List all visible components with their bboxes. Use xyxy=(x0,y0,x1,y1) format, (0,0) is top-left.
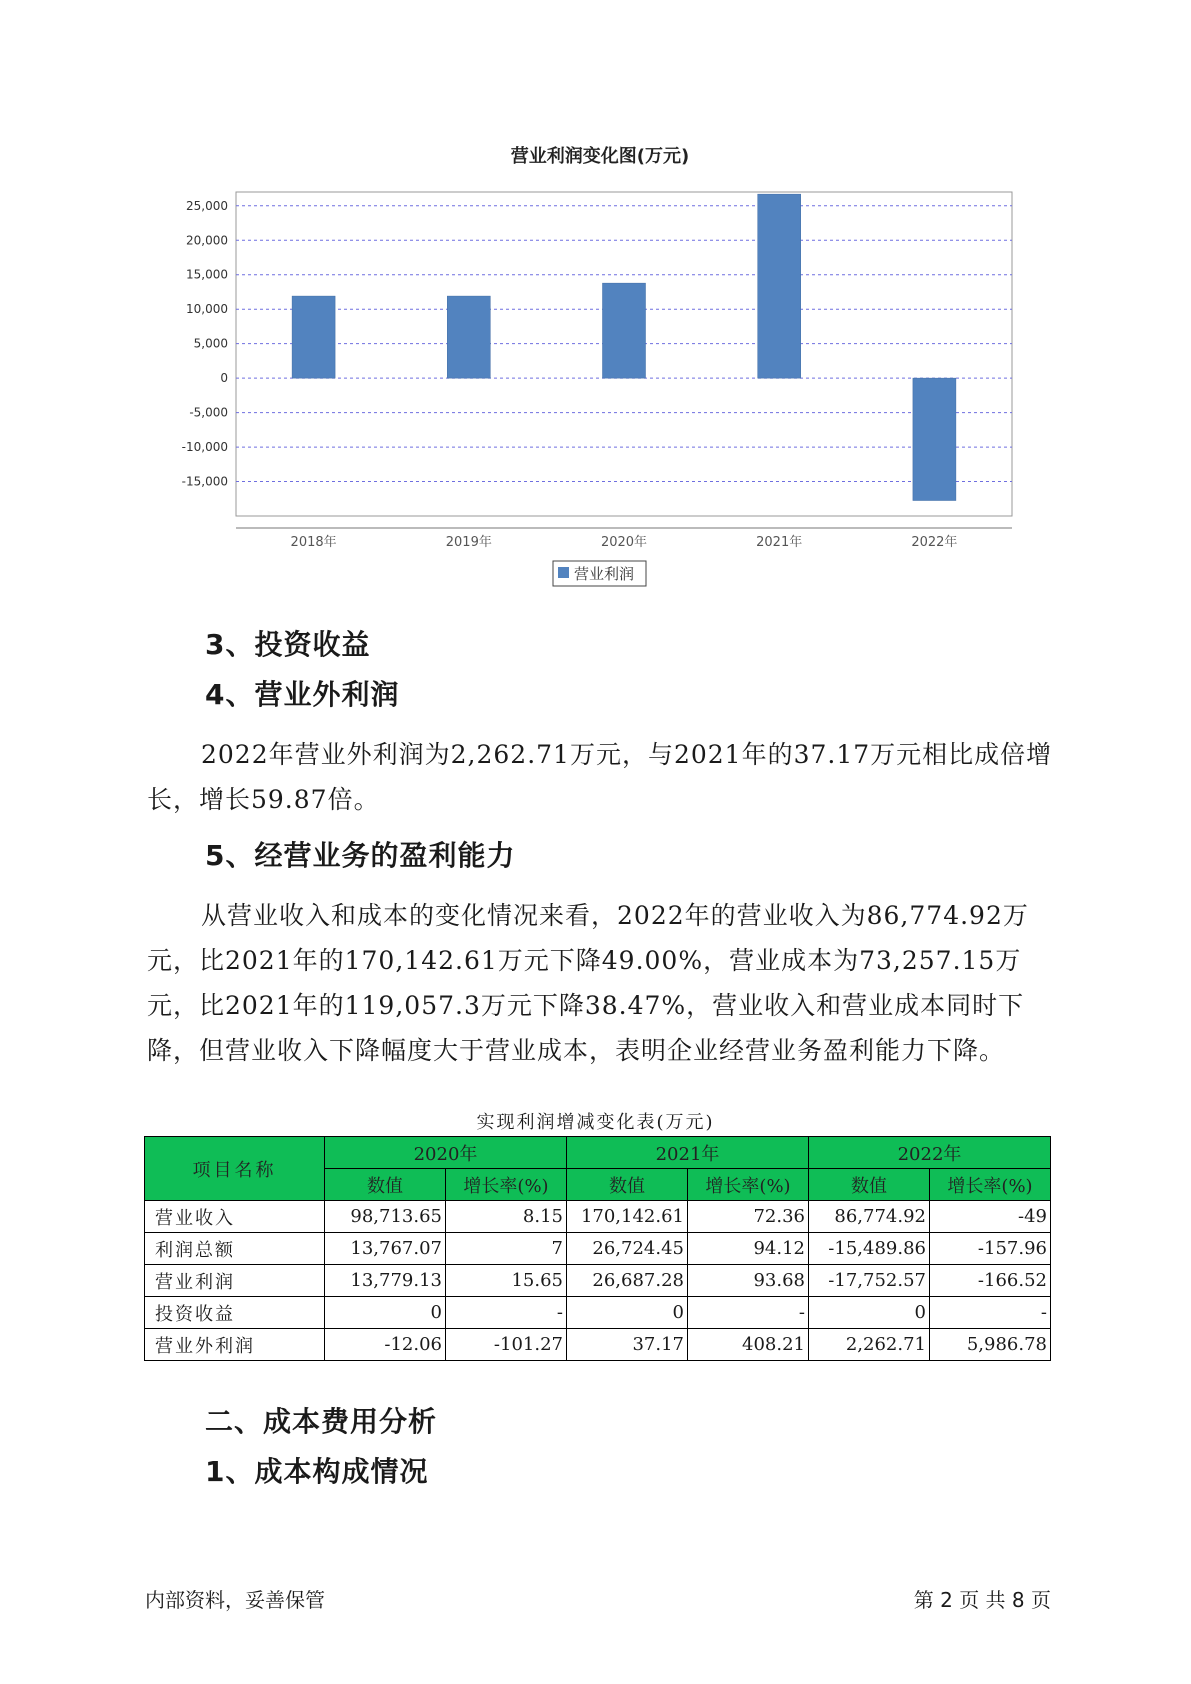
value-cell: 26,687.28 xyxy=(567,1265,688,1297)
bar-2020年 xyxy=(603,283,646,378)
growth-rate-cell: -166.52 xyxy=(930,1265,1051,1297)
table-caption: 实现利润增减变化表(万元) xyxy=(476,1112,715,1133)
value-cell: -12.06 xyxy=(325,1329,446,1361)
growth-rate-cell: -49 xyxy=(930,1201,1051,1233)
legend-swatch xyxy=(558,567,569,578)
value-cell: 37.17 xyxy=(567,1329,688,1361)
heading-nonoperating-profit: 4、营业外利润 xyxy=(205,678,400,711)
bar-2021年 xyxy=(758,194,801,378)
value-cell: 13,779.13 xyxy=(325,1265,446,1297)
x-tick-label: 2021年 xyxy=(756,535,803,550)
y-tick-label: 20,000 xyxy=(186,233,228,248)
table-row xyxy=(145,1201,1051,1233)
bar-2022年 xyxy=(913,378,956,500)
value-cell: 26,724.45 xyxy=(567,1233,688,1265)
value-cell: 0 xyxy=(567,1297,688,1329)
value-cell: 0 xyxy=(809,1297,930,1329)
header-year-2020: 2020年 xyxy=(325,1137,567,1169)
heading-profitability: 5、经营业务的盈利能力 xyxy=(205,839,516,872)
paragraph-profitability: 从营业收入和成本的变化情况来看，2022年的营业收入为86,774.92万元，比2021年的170,142.61万元下降49.00%，营业成本为73,257.15万元，比2021年的119,057.3万元下降38.47%，营业收入和营业成本同时下降，但营业收入下降幅度大于营业成本，表明企业经营业务盈利能力下降。 xyxy=(147,901,1029,1065)
value-cell: 0 xyxy=(325,1297,446,1329)
bar-2018年 xyxy=(292,296,335,378)
heading-investment-income: 3、投资收益 xyxy=(205,628,371,661)
chart-title: 营业利润变化图(万元) xyxy=(510,146,690,167)
heading-cost-structure: 1、成本构成情况 xyxy=(205,1455,429,1488)
paragraph-nonoperating-profit: 2022年营业外利润为2,262.71万元，与2021年的37.17万元相比成倍增长，增长59.87倍。 xyxy=(147,740,1053,814)
value-cell: 13,767.07 xyxy=(325,1233,446,1265)
footer-confidential-note: 内部资料，妥善保管 xyxy=(145,1588,325,1612)
profit-change-table xyxy=(144,1136,1051,1361)
row-label: 营业外利润 xyxy=(145,1329,325,1361)
header-value: 数值 xyxy=(325,1169,446,1201)
header-item-name: 项目名称 xyxy=(145,1137,325,1201)
chart-svg xyxy=(0,0,1191,600)
value-cell: 170,142.61 xyxy=(567,1201,688,1233)
x-tick-label: 2019年 xyxy=(445,535,492,550)
table-row xyxy=(145,1329,1051,1361)
header-value: 数值 xyxy=(809,1169,930,1201)
header-year-2021: 2021年 xyxy=(567,1137,809,1169)
heading-cost-analysis: 二、成本费用分析 xyxy=(205,1405,438,1438)
y-tick-label: 25,000 xyxy=(186,198,228,213)
header-growth-rate: 增长率(%) xyxy=(446,1169,567,1201)
value-cell: -15,489.86 xyxy=(809,1233,930,1265)
growth-rate-cell: - xyxy=(688,1297,809,1329)
table-row xyxy=(145,1297,1051,1329)
footer-page-number: 第 2 页 共 8 页 xyxy=(913,1588,1051,1612)
growth-rate-cell: - xyxy=(930,1297,1051,1329)
table-body xyxy=(145,1201,1051,1361)
header-year-2022: 2022年 xyxy=(809,1137,1051,1169)
x-tick-label: 2018年 xyxy=(290,535,337,550)
operating-profit-chart xyxy=(0,0,1191,600)
growth-rate-cell: 8.15 xyxy=(446,1201,567,1233)
growth-rate-cell: -157.96 xyxy=(930,1233,1051,1265)
growth-rate-cell: 408.21 xyxy=(688,1329,809,1361)
growth-rate-cell: -101.27 xyxy=(446,1329,567,1361)
value-cell: 2,262.71 xyxy=(809,1329,930,1361)
growth-rate-cell: 94.12 xyxy=(688,1233,809,1265)
growth-rate-cell: 93.68 xyxy=(688,1265,809,1297)
growth-rate-cell: 72.36 xyxy=(688,1201,809,1233)
y-tick-label: -10,000 xyxy=(181,440,228,455)
growth-rate-cell: 15.65 xyxy=(446,1265,567,1297)
header-value: 数值 xyxy=(567,1169,688,1201)
legend-label: 营业利润 xyxy=(574,565,635,583)
growth-rate-cell: - xyxy=(446,1297,567,1329)
row-label: 营业利润 xyxy=(145,1265,325,1297)
row-label: 利润总额 xyxy=(145,1233,325,1265)
header-growth-rate: 增长率(%) xyxy=(930,1169,1051,1201)
y-tick-label: 15,000 xyxy=(186,267,228,282)
row-label: 营业收入 xyxy=(145,1201,325,1233)
y-tick-label: -5,000 xyxy=(189,405,228,420)
table-row xyxy=(145,1265,1051,1297)
value-cell: -17,752.57 xyxy=(809,1265,930,1297)
row-label: 投资收益 xyxy=(145,1297,325,1329)
growth-rate-cell: 7 xyxy=(446,1233,567,1265)
value-cell: 98,713.65 xyxy=(325,1201,446,1233)
y-tick-label: 0 xyxy=(220,371,228,386)
y-tick-label: 5,000 xyxy=(193,336,228,351)
value-cell: 86,774.92 xyxy=(809,1201,930,1233)
x-tick-label: 2022年 xyxy=(911,535,958,550)
y-tick-label: -15,000 xyxy=(181,474,228,489)
x-tick-label: 2020年 xyxy=(600,535,648,550)
y-tick-label: 10,000 xyxy=(186,302,228,317)
growth-rate-cell: 5,986.78 xyxy=(930,1329,1051,1361)
bar-2019年 xyxy=(447,296,490,378)
table-row xyxy=(145,1233,1051,1265)
header-growth-rate: 增长率(%) xyxy=(688,1169,809,1201)
